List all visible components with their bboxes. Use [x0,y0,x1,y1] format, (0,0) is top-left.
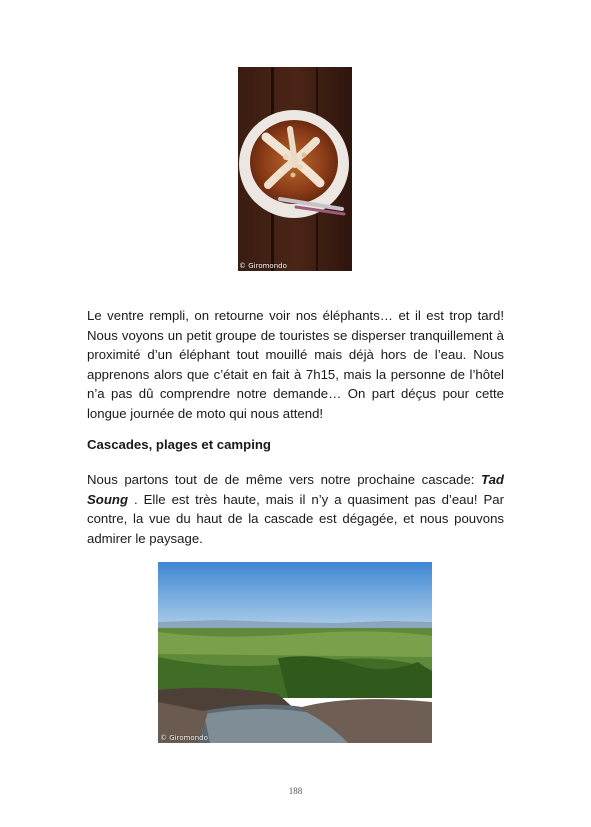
section-heading: Cascades, plages et camping [87,437,271,452]
paragraph-cascade [87,470,504,548]
landscape-photo [158,562,432,743]
place-name-tad-soung: Tad Soung [87,472,504,507]
photo-credit: © Giromondo [239,262,287,270]
page-number: 188 [288,786,303,796]
paragraph-cascade-after: . Elle est très haute, mais il n’y a quasiment pas d’eau! Par contre, la vue du haut de la cascade est dégagée, et nous pouvons admirer le paysage. [87,491,504,546]
paragraph-elephants: Le ventre rempli, on retourne voir nos éléphants… et il est trop tard! Nous voyons un petit groupe de touristes se disperser tranquillement à proximité d’un éléphant tout mouillé mais déjà hors de l’eau. Nous apprenons alors que c’était en fait à 7h15, mais la personne de l’hôtel n’a pas dû comprendre notre demande… On part déçus pour cette longue journée de moto qui nous attend! [87,308,504,421]
soup-bowl-image [238,67,352,271]
photo-credit: © Giromondo [160,734,208,742]
soup-photo [238,67,352,271]
waterfall-view-image [158,562,432,743]
paragraph-cascade-before: Nous partons tout de de même vers notre prochaine cascade: [87,472,482,487]
